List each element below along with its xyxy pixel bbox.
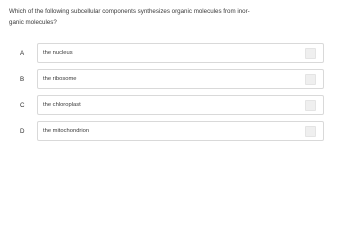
option-label: the chloroplast bbox=[43, 102, 81, 108]
option-letter: D bbox=[20, 127, 25, 135]
option-letter: B bbox=[20, 75, 25, 83]
option-box[interactable] bbox=[37, 43, 324, 63]
answer-option-b[interactable] bbox=[10, 66, 324, 92]
checkbox-icon[interactable] bbox=[305, 48, 316, 59]
answer-option-c[interactable] bbox=[10, 92, 324, 118]
checkbox-icon[interactable] bbox=[305, 126, 316, 137]
option-label: the mitochondrion bbox=[43, 128, 90, 134]
option-box[interactable] bbox=[37, 69, 324, 89]
option-label: the ribosome bbox=[43, 76, 77, 82]
checkbox-icon[interactable] bbox=[305, 74, 316, 85]
option-box[interactable] bbox=[37, 95, 324, 115]
option-letter: A bbox=[20, 49, 25, 57]
question-text bbox=[9, 6, 334, 28]
question-line-1: Which of the following subcellular components synthesizes organic molecules from inor- bbox=[9, 8, 250, 15]
option-label: the nucleus bbox=[43, 50, 73, 56]
answer-option-d[interactable] bbox=[10, 118, 324, 144]
question-line-2: ganic molecules? bbox=[9, 19, 57, 26]
option-letter: C bbox=[20, 101, 25, 109]
answer-options bbox=[10, 40, 324, 144]
option-box[interactable] bbox=[37, 121, 324, 141]
answer-option-a[interactable] bbox=[10, 40, 324, 66]
checkbox-icon[interactable] bbox=[305, 100, 316, 111]
